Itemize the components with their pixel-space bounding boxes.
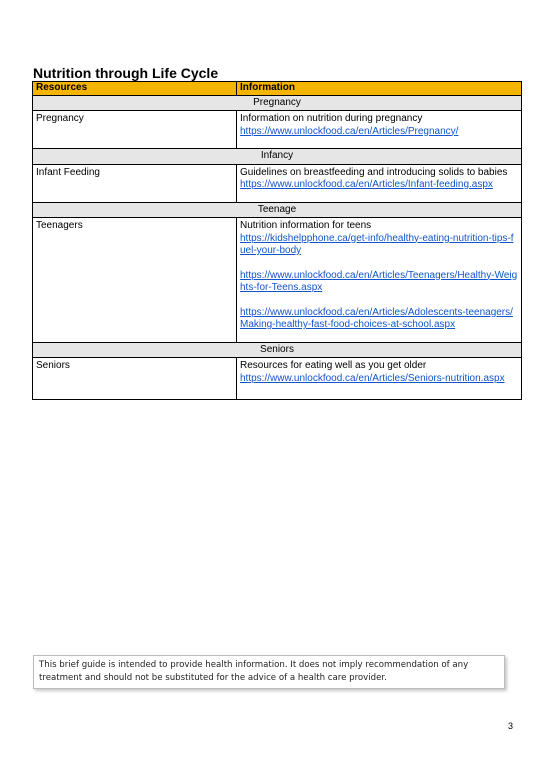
disclaimer-box: This brief guide is intended to provide health information. It does not imply recommendation of any treatment and should not be substituted for the advice of a health care provider. [33,655,505,689]
section-heading-seniors: Seniors [33,342,522,358]
resource-description: Guidelines on breastfeeding and introducing solids to babies [240,166,508,178]
table-row [33,111,522,149]
information-cell [237,111,522,149]
page-number: 3 [508,721,514,731]
section-heading-teenage: Teenage [33,202,522,218]
table-row [33,358,522,400]
resource-description: Nutrition information for teens [240,220,372,231]
resource-link[interactable]: https://www.unlockfood.ca/en/Articles/Teenagers/Healthy-Weights-for-Teens.aspx [240,269,518,293]
table-row [33,218,522,343]
column-header-information: Information [237,82,522,96]
resource-name: Pregnancy [33,111,237,149]
resource-link[interactable]: https://www.unlockfood.ca/en/Articles/Adolescents-teenagers/Making-healthy-fast-food-choices-at-school.aspx [240,306,513,330]
section-heading-infancy: Infancy [33,149,522,165]
resource-description: Information on nutrition during pregnancy [240,113,423,124]
section-header-row [33,149,522,165]
resource-link[interactable]: https://www.unlockfood.ca/en/Articles/Seniors-nutrition.aspx [240,372,505,384]
information-cell [237,358,522,400]
section-heading-pregnancy: Pregnancy [33,95,522,111]
resource-link[interactable]: https://kidshelpphone.ca/get-info/healthy-eating-nutrition-tips-fuel-your-body [240,232,514,256]
table-header-row [33,82,522,96]
resource-name: Seniors [33,358,237,400]
section-header-row [33,342,522,358]
information-cell [237,218,522,343]
resource-description: Resources for eating well as you get older [240,360,427,371]
resource-link[interactable]: https://www.unlockfood.ca/en/Articles/Infant-feeding.aspx [240,179,493,190]
column-header-resources: Resources [33,82,237,96]
page-title: Nutrition through Life Cycle [33,65,219,81]
section-header-row [33,95,522,111]
resource-name: Infant Feeding [33,164,237,202]
information-cell [237,164,522,202]
table-row [33,164,522,202]
resources-table [32,81,522,400]
resource-link[interactable]: https://www.unlockfood.ca/en/Articles/Pregnancy/ [240,125,459,137]
section-header-row [33,202,522,218]
resource-name: Teenagers [33,218,237,343]
